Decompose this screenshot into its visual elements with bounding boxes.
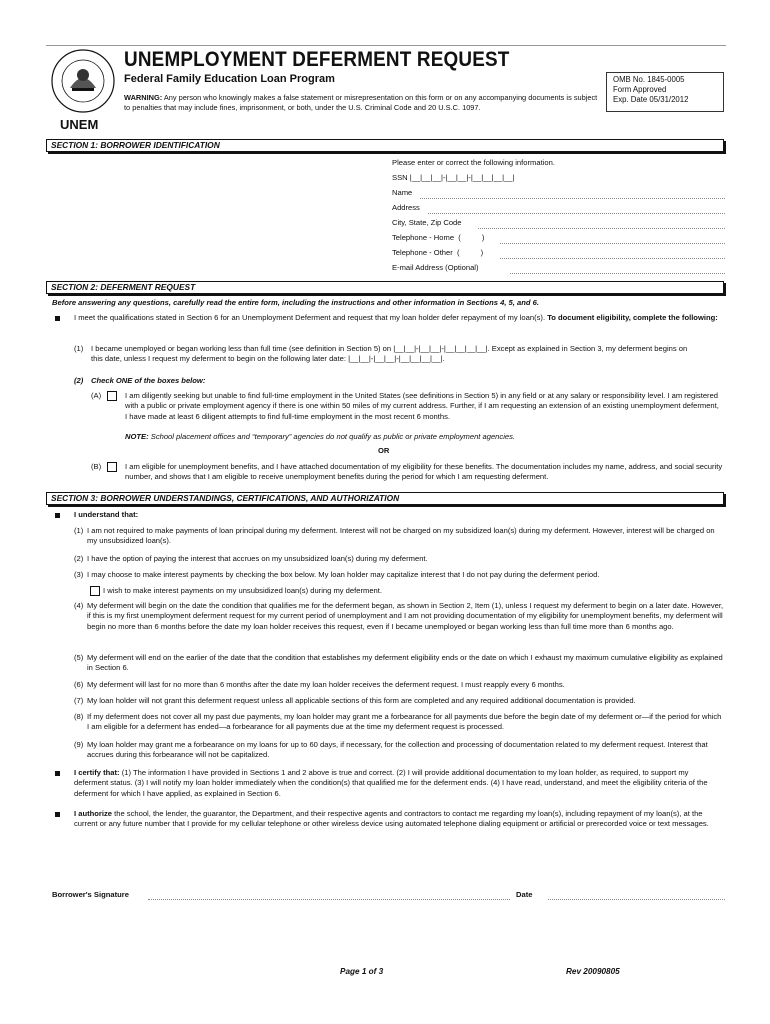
telephone-home-label: Telephone - Home ( ) <box>392 233 485 242</box>
omb-approved: Form Approved <box>613 85 667 94</box>
qualification-statement <box>74 313 724 323</box>
understand-item: If my deferment does not cover all my past due payments, my loan holder may grant me a forbearance for all payments due before the begin date of my deferment or—if the period for which I am eligible for a deferment has ended—a forbearance for all payments due at the time my deferment request is processed. <box>87 712 722 732</box>
understand-item: My deferment will begin on the date the condition that qualifies me for the deferment began, as shown in Section 2, Item (1), unless I request my deferment to begin on a later date. However, if this is my first unemployment deferment request for my current period of unemployment and I am not providing documentation of my eligibility for unemployment benefits, my deferment will begin no more than 6 months before the date my loan holder receives this request, even if I became unemployed or began working less than full time more than 6 months ago. <box>87 601 724 631</box>
option-a-checkbox[interactable] <box>107 391 117 401</box>
qualification-text: I meet the qualifications stated in Section 6 for an Unemployment Deferment and request that my loan holder defer repayment of my loan(s). <box>74 313 546 322</box>
email-label: E-mail Address (Optional) <box>392 263 479 272</box>
bullet-icon <box>55 316 60 321</box>
understand-item: My deferment will end on the earlier of the date that the condition that establishes my deferment eligibility ends or the date on which I exhaust my maximum cumulative eligibility as explained in Section 6. <box>87 653 723 673</box>
understand-item-num: (8) <box>74 712 84 721</box>
item1-number: (1) <box>74 344 84 353</box>
omb-number: OMB No. 1845-0005 <box>613 75 685 84</box>
telephone-other-label: Telephone - Other ( ) <box>392 248 484 257</box>
address-label: Address <box>392 203 420 212</box>
understand-item: I may choose to make interest payments by checking the box below. My loan holder may capitalize interest that I do not pay during the deferment period. <box>87 570 600 579</box>
note-text: School placement offices and “temporary” agencies do not qualify as public or private employment agencies. <box>150 432 516 441</box>
understand-item: I have the option of paying the interest that accrues on my unsubsidized loan(s) during my deferment. <box>87 554 428 563</box>
note-label: NOTE: <box>125 432 149 441</box>
item1-text: I became unemployed or began working less than full time (see definition in Section 5) on |__|__|-|__|__|-|__|__|__|__|. Except as explained in Section 3, my deferment begins on this date, unless I request my deferment to begin on the following later date: |__|__|-|__|__|-|__|__|__|__|. <box>91 344 688 364</box>
note <box>125 432 723 442</box>
page-number: Page 1 of 3 <box>340 967 384 976</box>
understand-item-num: (7) <box>74 696 84 705</box>
understand-item-num: (1) <box>74 526 84 535</box>
bullet-icon <box>55 771 60 776</box>
program-subtitle: Federal Family Education Loan Program <box>124 73 335 85</box>
omb-box <box>606 72 724 112</box>
authorization <box>74 809 724 830</box>
name-field[interactable] <box>420 198 725 199</box>
section2-header: SECTION 2: DEFERMENT REQUEST <box>46 281 724 294</box>
name-label: Name <box>392 188 413 197</box>
form-code: UNEM <box>60 117 99 132</box>
understand-item: My loan holder will not grant this deferment request unless all applicable sections of this form are completed and any required additional documentation is provided. <box>87 696 636 705</box>
revision: Rev 20090805 <box>566 967 620 976</box>
city-state-zip-label: City, State, Zip Code <box>392 218 462 227</box>
warning-text <box>124 93 604 113</box>
signature-label: Borrower's Signature <box>52 890 129 899</box>
section2-instructions: Before answering any questions, carefully read the entire form, including the instructions and other information in Sections 4, 5, and 6. <box>52 298 539 307</box>
understand-item: I am not required to make payments of loan principal during my deferment. Interest will not be charged on my subsidized loan(s) during my deferment. However, interest will be charged on my unsubsidized loan(s). <box>87 526 715 546</box>
bullet-icon <box>55 513 60 518</box>
understand-item-num: (5) <box>74 653 84 662</box>
or-divider: OR <box>378 446 390 455</box>
interest-payment-checkbox[interactable] <box>90 586 100 596</box>
understand-item: My deferment will last for no more than 6 months after the date my loan holder receives the deferment request. I must reapply every 6 months. <box>87 680 565 689</box>
option-b-label: (B) <box>91 462 102 471</box>
option-b-text: I am eligible for unemployment benefits, and I have attached documentation of my eligibility for these benefits. The documentation includes my name, address, and social security number, and shows that I am eligible to receive unemployment benefits during the period for which I am requesting deferment. <box>125 462 723 482</box>
understand-item-num: (3) <box>74 570 84 579</box>
warning-label: WARNING: <box>124 93 163 102</box>
top-rule <box>46 45 726 46</box>
understand-item-num: (9) <box>74 740 84 749</box>
understand-item: My loan holder may grant me a forbearance on my loans for up to 60 days, if necessary, for the collection and processing of documentation related to my deferment request. Interest that accrues during this forbearance will not be capitalized. <box>87 740 708 760</box>
option-b-checkbox[interactable] <box>107 462 117 472</box>
email-field[interactable] <box>510 273 725 274</box>
date-field[interactable] <box>548 899 725 900</box>
item2-number: (2) <box>74 376 84 385</box>
section1-header: SECTION 1: BORROWER IDENTIFICATION <box>46 139 724 152</box>
option-a-text: I am diligently seeking but unable to find full-time employment in the United States (see definitions in Section 5) in any field or at any salary or responsibility level. I am registered with a public or private employment agency if there is one within 50 miles of my current address. Further, if I am requesting an extension of an existing unemployment deferment, I have made at least 6 diligent attempts to find full-time employment in the most recent 6 months. <box>125 391 719 421</box>
signature-field[interactable] <box>148 899 510 900</box>
option-a-label: (A) <box>91 391 102 400</box>
city-state-zip-field[interactable] <box>478 228 725 229</box>
understand-item-num: (4) <box>74 601 84 610</box>
bullet-icon <box>55 812 60 817</box>
page-title: UNEMPLOYMENT DEFERMENT REQUEST <box>124 48 510 71</box>
date-label: Date <box>516 890 533 899</box>
authorize-text: the school, the lender, the guarantor, the Department, and their respective agents and contractors to contact me regarding my loan(s), including repayment of my loan(s), at the current or any future number that I provide for my cellular telephone or other wireless device using automated telephone dialing equipment or artificial or prerecorded voice or text messages. <box>74 809 709 829</box>
item2-text: Check ONE of the boxes below: <box>91 376 206 385</box>
understand-item-num: (2) <box>74 554 84 563</box>
certification <box>74 768 724 799</box>
certify-text: (1) The information I have provided in Sections 1 and 2 above is true and correct. (2) I will provide additional documentation to my loan holder, as required, to support my deferment status. (3) I will notify my loan holder immediately when the condition(s) that qualified me for the deferment ends. (4) I have read, understand, and meet the eligibility criteria of the deferment for which I have applied, as explained in Section 6. <box>74 768 708 798</box>
address-field[interactable] <box>428 213 725 214</box>
qualification-bold: To document eligibility, complete the following: <box>547 313 718 322</box>
section1-intro: Please enter or correct the following information. <box>392 158 555 167</box>
authorize-label: I authorize <box>74 809 112 818</box>
ssn-field[interactable]: SSN |__|__|__|-|__|__|-|__|__|__|__| <box>392 173 515 182</box>
omb-expiry: Exp. Date 05/31/2012 <box>613 95 689 104</box>
understand-item-num: (6) <box>74 680 84 689</box>
certify-label: I certify that: <box>74 768 120 777</box>
telephone-other-field[interactable] <box>500 258 725 259</box>
telephone-home-field[interactable] <box>500 243 725 244</box>
department-seal-icon <box>50 48 116 114</box>
warning-body: Any person who knowingly makes a false statement or misrepresentation on this form or on any accompanying documents is subject to penalties that may include fines, imprisonment, or both, under the U.S. Criminal Code and 20 U.S.C. 1097. <box>124 93 598 112</box>
interest-payment-label: I wish to make interest payments on my unsubsidized loan(s) during my deferment. <box>103 586 382 595</box>
understand-label: I understand that: <box>74 510 139 519</box>
section3-header: SECTION 3: BORROWER UNDERSTANDINGS, CERTIFICATIONS, AND AUTHORIZATION <box>46 492 724 505</box>
